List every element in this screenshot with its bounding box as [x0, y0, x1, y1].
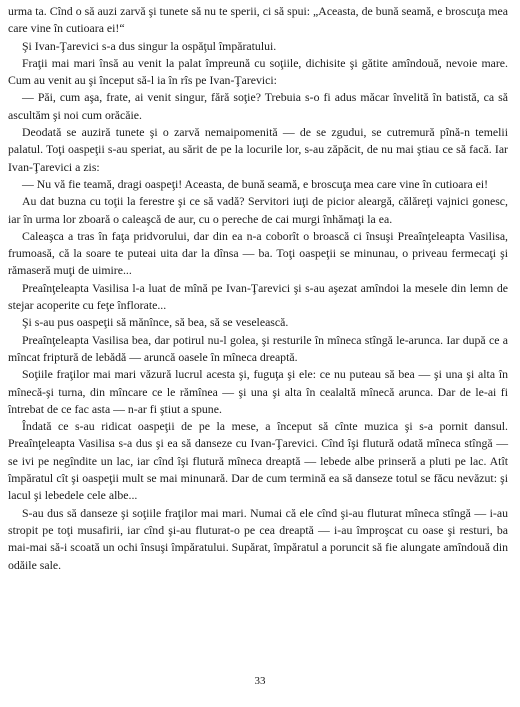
- paragraph: Fraţii mai mari însă au venit la palat împreună cu soţiile, dichisite şi gătite amîndouă, nevoie mare. Cum au venit au şi început să-l ia în rîs pe Ivan-Ţarevici:: [8, 55, 508, 88]
- paragraph: Şi Ivan-Ţarevici s-a dus singur la ospăţul împăratului.: [22, 38, 277, 53]
- paragraph: — Păi, cum aşa, frate, ai venit singur, fără soţie? Trebuia s-o fi adus măcar învelită în batistă, ca să ascultăm şi noi cum orăcăie.: [8, 90, 508, 122]
- text-body: [8, 3, 508, 574]
- paragraph: Caleaşca a tras în faţa pridvorului, dar din ea n-a coborît o broască ci însuşi Preaînţeleapta Vasilisa, frumoasă, că la soare te puteai uita dar la dînsa — ba. Toţi oaspeţii se minunau, o priveau fermecaţi şi rămaseră muţi de uimire...: [8, 228, 508, 278]
- paragraph: — Nu vă fie teamă, dragi oaspeţi! Aceasta, de bună seamă, e broscuţa mea care vine în cutioara ei!: [22, 176, 489, 191]
- paragraph: S-au dus să danseze şi soţiile fraţilor mai mari. Numai că ele cînd şi-au fluturat mîneca stîngă — i-au stropit pe toţi musafirii, iar cînd şi-au fluturat-o pe cea dreaptă — i-au împroşcat cu oase şi resturi, ba mai-mai să-i scoată un ochi însuşi împăratului. Supărat, împăratul a poruncit să fie alungate amîndouă din odăile sale.: [8, 505, 508, 572]
- paragraph: Îndată ce s-au ridicat oaspeţii de pe la mese, a început să cînte muzica şi s-a pornit dansul. Preaînţeleapta Vasilisa s-a dus şi ea să danseze cu Ivan-Ţarevici. Cînd îşi flutură odată mîneca stîngă — se ivi pe negîndite un lac, iar cînd îşi flutură mîneca dreaptă — lebede albe prinseră a pluti pe lac. Atît împăratul cît şi oaspeţii mult se mai minunară. Dar de cum termină ea să danseze totul se făcu nevăzut: şi lacul şi lebedele cele albe...: [8, 419, 508, 503]
- paragraph: Preaînţeleapta Vasilisa l-a luat de mînă pe Ivan-Ţarevici şi s-au aşezat amîndoi la mesele din lemn de stejar acoperite cu feţe înflorate...: [8, 280, 508, 313]
- paragraph: Deodată se auziră tunete şi o zarvă nemaipomenită — de se zgudui, se cutremură pînă-n temelii palatul. Toţi oaspeţii s-au speriat, au sărit de pe la locurile lor, s-au zăpăcit, de nu mai ştiau ce să facă. Iar Ivan-Ţarevici a zis:: [8, 125, 508, 174]
- paragraph: Şi s-au pus oaspeţii să mănînce, să bea, să se veselească.: [22, 315, 289, 330]
- paragraph: Preaînţeleapta Vasilisa bea, dar potirul nu-l golea, şi resturile în mîneca stîngă le-arunca. Iar după ce a mîncat friptură de lebădă — aruncă oasele în mîneca dreaptă.: [8, 332, 508, 364]
- paragraph: Soţiile fraţilor mai mari văzură lucrul acesta şi, fuguţa şi ele: ce nu puteau să bea — şi una şi alta în mînecă-şi turna, din mîncare ce le rămînea — şi una şi alta în cealaltă mînecă arunca. Dar de le-ai fi întrebat de ce fac asta — n-ar fi ştiut a spune.: [8, 367, 508, 416]
- paragraph: Au dat buzna cu toţii la ferestre şi ce să vadă? Servitori iuţi de picior aleargă, călăreţi vajnici gonesc, iar în urma lor zboară o caleaşcă de aur, cu o pereche de cai murgi înhămaţi la ea.: [8, 194, 508, 226]
- page-number: 33: [254, 675, 266, 687]
- paragraph: urma ta. Cînd o să auzi zarvă şi tunete să nu te sperii, ci să spui: „Aceasta, de bună seamă, e broscuţa mea care vine în cutioara ei!“: [8, 4, 508, 36]
